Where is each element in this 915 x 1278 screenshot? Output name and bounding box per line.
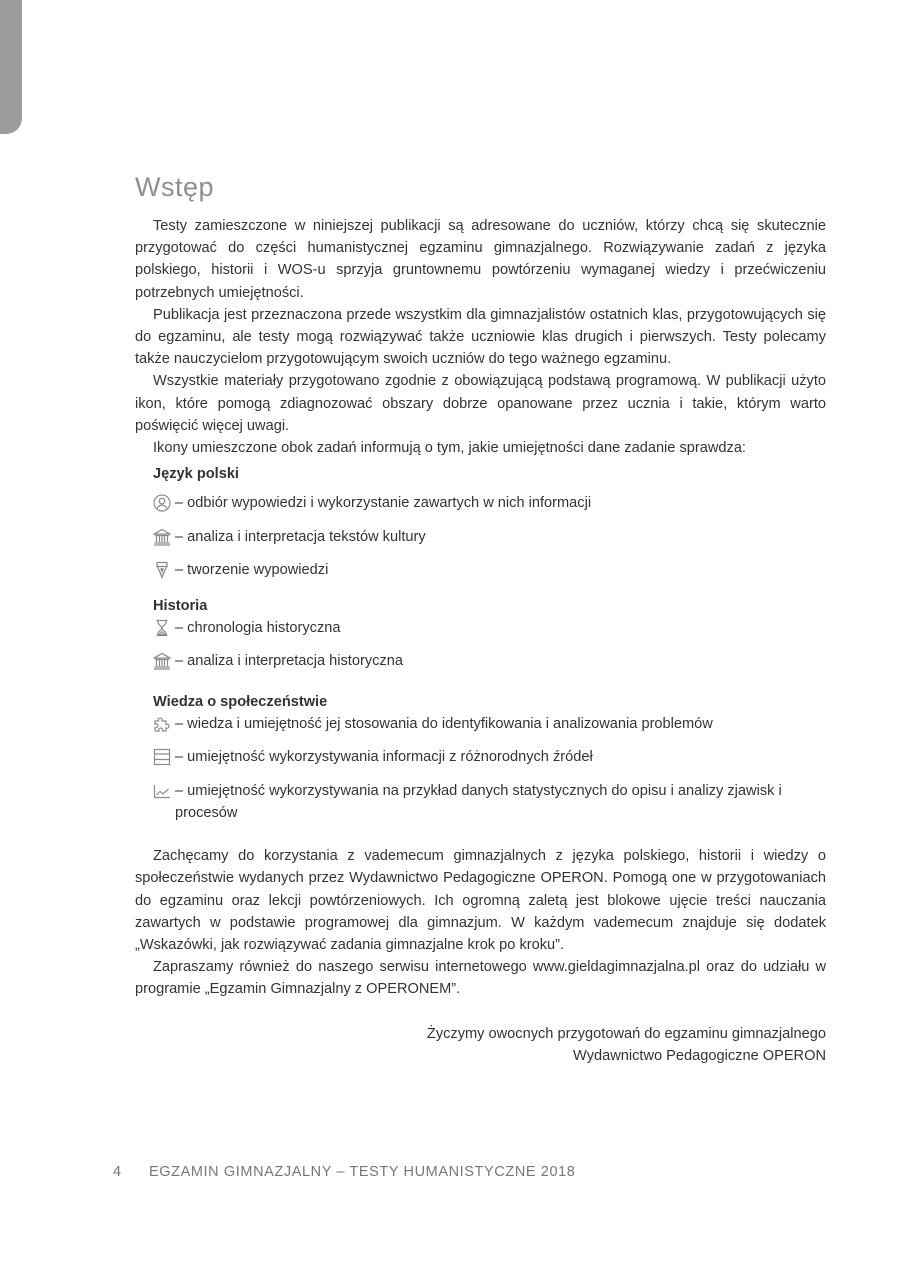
legend-item-text: – odbiór wypowiedzi i wykorzystanie zawartych w nich informacji xyxy=(175,495,592,512)
page-title: Wstęp xyxy=(135,172,215,202)
legend-item-text: – analiza i interpretacja historyczna xyxy=(175,653,403,670)
person-circle-icon xyxy=(153,492,175,514)
outro-paragraph-1: Zachęcamy do korzystania z vademecum gimnazjalnych z języka polskiego, historii i wiedzy o społeczeństwie wydanych przez Wydawnictwo Pedagogiczne OPERON. Pomogą one w przygotowaniach do egzaminu oraz lekcji powtórzeniowych. Ich ogromną zaletą jest blokowe ujęcie treści nauczania zawartych w podstawie programowej dla gimnazjum. W każdym vademecum znajduje się dodatek „Wskazówki, jak rozwiązywać zadania gimnazjalne krok po kroku”. xyxy=(135,848,826,953)
legend-item xyxy=(153,780,826,824)
chapter-side-tab xyxy=(0,0,22,134)
legend-item-text: – analiza i interpretacja tekstów kultury xyxy=(175,528,426,545)
hourglass-icon xyxy=(153,617,175,639)
intro-paragraph-2: Publikacja jest przeznaczona przede wszystkim dla gimnazjalistów ostatnich klas, przygotowujących się do egzaminu, ale testy mogą rozwiązywać także uczniowie klas drugich i pierwszych. Testy polecamy także nauczycielom przygotowującym swoich uczniów do tego ważnego egzaminu. xyxy=(135,306,826,368)
civics-heading: Wiedza o społeczeństwie xyxy=(153,693,328,710)
legend-item-text: – umiejętność wykorzystywania informacji z różnorodnych źródeł xyxy=(175,749,593,766)
legend-item xyxy=(153,746,826,780)
legend-item xyxy=(153,617,826,651)
outro-paragraph-2: Zapraszamy również do naszego serwisu internetowego www.gieldagimnazjalna.pl oraz do udziału w programie „Egzamin Gimnazjalny z OPERONEM”. xyxy=(135,959,826,998)
closing-line-2: Wydawnictwo Pedagogiczne OPERON xyxy=(573,1047,826,1064)
intro-paragraph-3: Wszystkie materiały przygotowano zgodnie z obowiązującą podstawą programową. W publikacji użyto ikon, które pomogą zdiagnozować obszary dobrze opanowane przez ucznia i takie, którym warto poświęcić więcej uwagi. xyxy=(135,373,826,434)
pen-nib-icon xyxy=(153,559,175,581)
polish-heading: Język polski xyxy=(153,466,239,483)
legend-item xyxy=(153,526,826,560)
legend-item-text: – umiejętność wykorzystywania na przykład danych statystycznych do opisu i analizy zjawisk i procesów xyxy=(175,782,782,821)
intro-paragraph-1: Testy zamieszczone w niniejszej publikacji są adresowane do uczniów, którzy chcą się skutecznie przygotować do części humanistycznej egzaminu gimnazjalnego. Rozwiązywanie zadań z języka polskiego, historii i WOS-u sprzyja gruntownemu powtórzeniu wymaganej wiedzy i przećwiczeniu potrzebnych umiejętności. xyxy=(135,218,826,301)
page-number: 4 xyxy=(113,1164,122,1180)
line-chart-icon xyxy=(153,780,175,802)
closing-line-1: Życzymy owocnych przygotowań do egzaminu gimnazjalnego xyxy=(426,1025,826,1042)
history-heading: Historia xyxy=(153,597,208,614)
intro-paragraph-4: Ikony umieszczone obok zadań informują o tym, jakie umiejętności dane zadanie sprawdza: xyxy=(153,440,746,457)
museum-icon xyxy=(153,526,175,548)
museum-icon xyxy=(153,650,175,672)
legend-item xyxy=(153,650,826,684)
legend-item-text: – wiedza i umiejętność jej stosowania do identyfikowania i analizowania problemów xyxy=(175,715,713,732)
page-footer xyxy=(113,1164,575,1180)
legend-item-text: – chronologia historyczna xyxy=(175,619,341,636)
legend-item xyxy=(153,492,826,526)
legend-item xyxy=(153,559,826,593)
puzzle-icon xyxy=(153,713,175,735)
legend-item xyxy=(153,713,826,747)
legend-item-text: – tworzenie wypowiedzi xyxy=(175,562,329,579)
document-icon xyxy=(153,746,175,768)
page-content xyxy=(135,215,826,1067)
running-footer: EGZAMIN GIMNAZJALNY – TESTY HUMANISTYCZNE 2018 xyxy=(149,1164,576,1180)
